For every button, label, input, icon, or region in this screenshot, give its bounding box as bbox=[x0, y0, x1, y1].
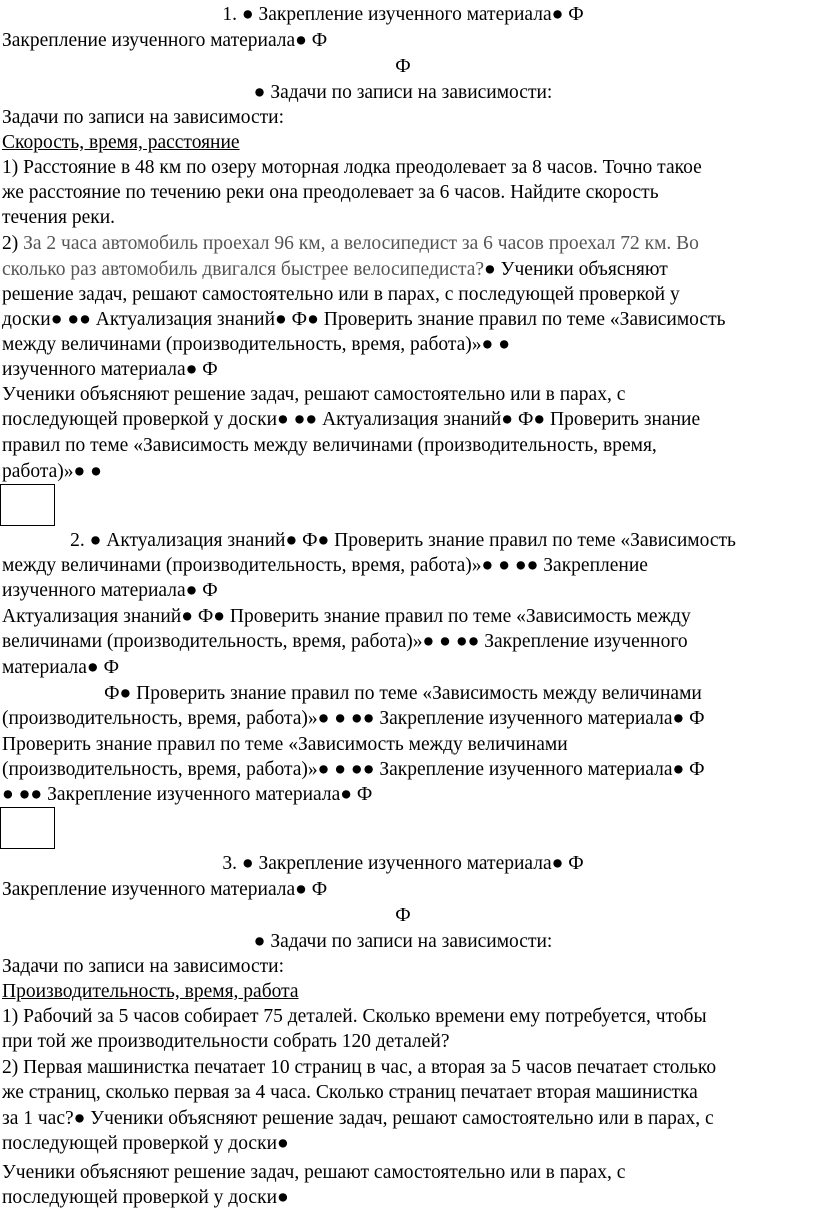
text-line: работа)»● ● bbox=[2, 461, 102, 482]
task-number: 2) bbox=[2, 233, 24, 254]
text-line: между величинами (производительность, время, работа)»● ● bbox=[2, 334, 510, 355]
text-line bbox=[2, 257, 668, 282]
text-line: Задачи по записи на зависимости: bbox=[2, 107, 284, 128]
text-line: 1) Расстояние в 48 км по озеру моторная лодка преодолевает за 8 часов. Точно такое bbox=[2, 157, 702, 178]
task-text-muted: сколько раз автомобиль двигался быстрее велосипедиста? bbox=[2, 259, 485, 280]
text-line: материала● Ф bbox=[2, 657, 119, 678]
text-line: же страниц, сколько первая за 4 часа. Сколько страниц печатает вторая машинистка bbox=[2, 1082, 698, 1103]
text-line: за 1 час?● Ученики объясняют решение задач, решают самостоятельно или в парах, с bbox=[2, 1108, 714, 1129]
text-line: (производительность, время, работа)»● ● ●● Закрепление изученного материала● Ф bbox=[2, 708, 705, 729]
text-line bbox=[2, 231, 699, 256]
text-line: Ф bbox=[395, 905, 411, 926]
task-text-muted: За 2 часа автомобиль проехал 96 км, а велосипедист за 6 часов проехал 72 км. Во bbox=[23, 233, 699, 254]
text-line: последующей проверкой у доски● bbox=[2, 1133, 289, 1154]
text-line: изученного материала● Ф bbox=[2, 359, 218, 380]
text-line: величинами (производительность, время, работа)»● ● ●● Закрепление изученного bbox=[2, 631, 688, 652]
section-heading-3: 3. ● Закрепление изученного материала● Ф bbox=[222, 853, 584, 874]
text-line: Закрепление изученного материала● Ф bbox=[2, 30, 328, 51]
text-line: последующей проверкой у доски● ●● Актуализация знаний● Ф● Проверить знание bbox=[2, 409, 701, 430]
text-line: 2) Первая машинистка печатает 10 страниц в час, а вторая за 5 часов печатает столько bbox=[2, 1057, 717, 1078]
text-line: Актуализация знаний● Ф● Проверить знание правил по теме «Зависимость между bbox=[2, 606, 691, 627]
text-line: последующей проверкой у доски● bbox=[2, 1187, 289, 1208]
text-line: Проверить знание правил по теме «Зависимость между величинами bbox=[2, 734, 568, 755]
text-line: (производительность, время, работа)»● ● ●● Закрепление изученного материала● Ф bbox=[2, 759, 705, 780]
task-text: ● Ученики объясняют bbox=[484, 259, 668, 280]
text-line: между величинами (производительность, время, работа)»● ● ●● Закрепление bbox=[2, 555, 648, 576]
empty-box bbox=[0, 807, 55, 849]
text-line: решение задач, решают самостоятельно или в парах, с последующей проверкой у bbox=[2, 284, 680, 305]
text-line: Ученики объясняют решение задач, решают самостоятельно или в парах, с bbox=[2, 384, 626, 405]
text-line: 1) Рабочий за 5 часов собирает 75 деталей. Сколько времени ему потребуется, чтобы bbox=[2, 1006, 707, 1027]
text-line: Ученики объясняют решение задач, решают самостоятельно или в парах, с bbox=[2, 1162, 626, 1183]
text-line: ● Задачи по записи на зависимости: bbox=[253, 931, 553, 952]
text-line: изученного материала● Ф bbox=[2, 580, 218, 601]
text-line: при той же производительности собрать 120 деталей? bbox=[2, 1031, 450, 1052]
topic-heading-speed: Скорость, время, расстояние bbox=[2, 132, 240, 153]
empty-box bbox=[0, 484, 55, 526]
text-line: Задачи по записи на зависимости: bbox=[2, 956, 284, 977]
text-line: правил по теме «Зависимость между величинами (производительность, время, bbox=[2, 435, 657, 456]
text-line: Закрепление изученного материала● Ф bbox=[2, 879, 328, 900]
text-line: Ф● Проверить знание правил по теме «Зависимость между величинами bbox=[104, 683, 702, 704]
text-line: доски● ●● Актуализация знаний● Ф● Проверить знание правил по теме «Зависимость bbox=[2, 309, 726, 330]
text-line: ● ●● Закрепление изученного материала● Ф bbox=[2, 784, 373, 805]
text-line: Ф bbox=[395, 56, 411, 77]
text-line: течения реки. bbox=[2, 207, 116, 228]
section-heading-1: 1. ● Закрепление изученного материала● Ф bbox=[222, 4, 584, 25]
text-line: ● Задачи по записи на зависимости: bbox=[253, 82, 553, 103]
text-line: же расстояние по течению реки она преодолевает за 6 часов. Найдите скорость bbox=[2, 182, 659, 203]
section-heading-2: 2. ● Актуализация знаний● Ф● Проверить знание правил по теме «Зависимость bbox=[70, 530, 736, 551]
topic-heading-productivity: Производительность, время, работа bbox=[2, 981, 299, 1002]
